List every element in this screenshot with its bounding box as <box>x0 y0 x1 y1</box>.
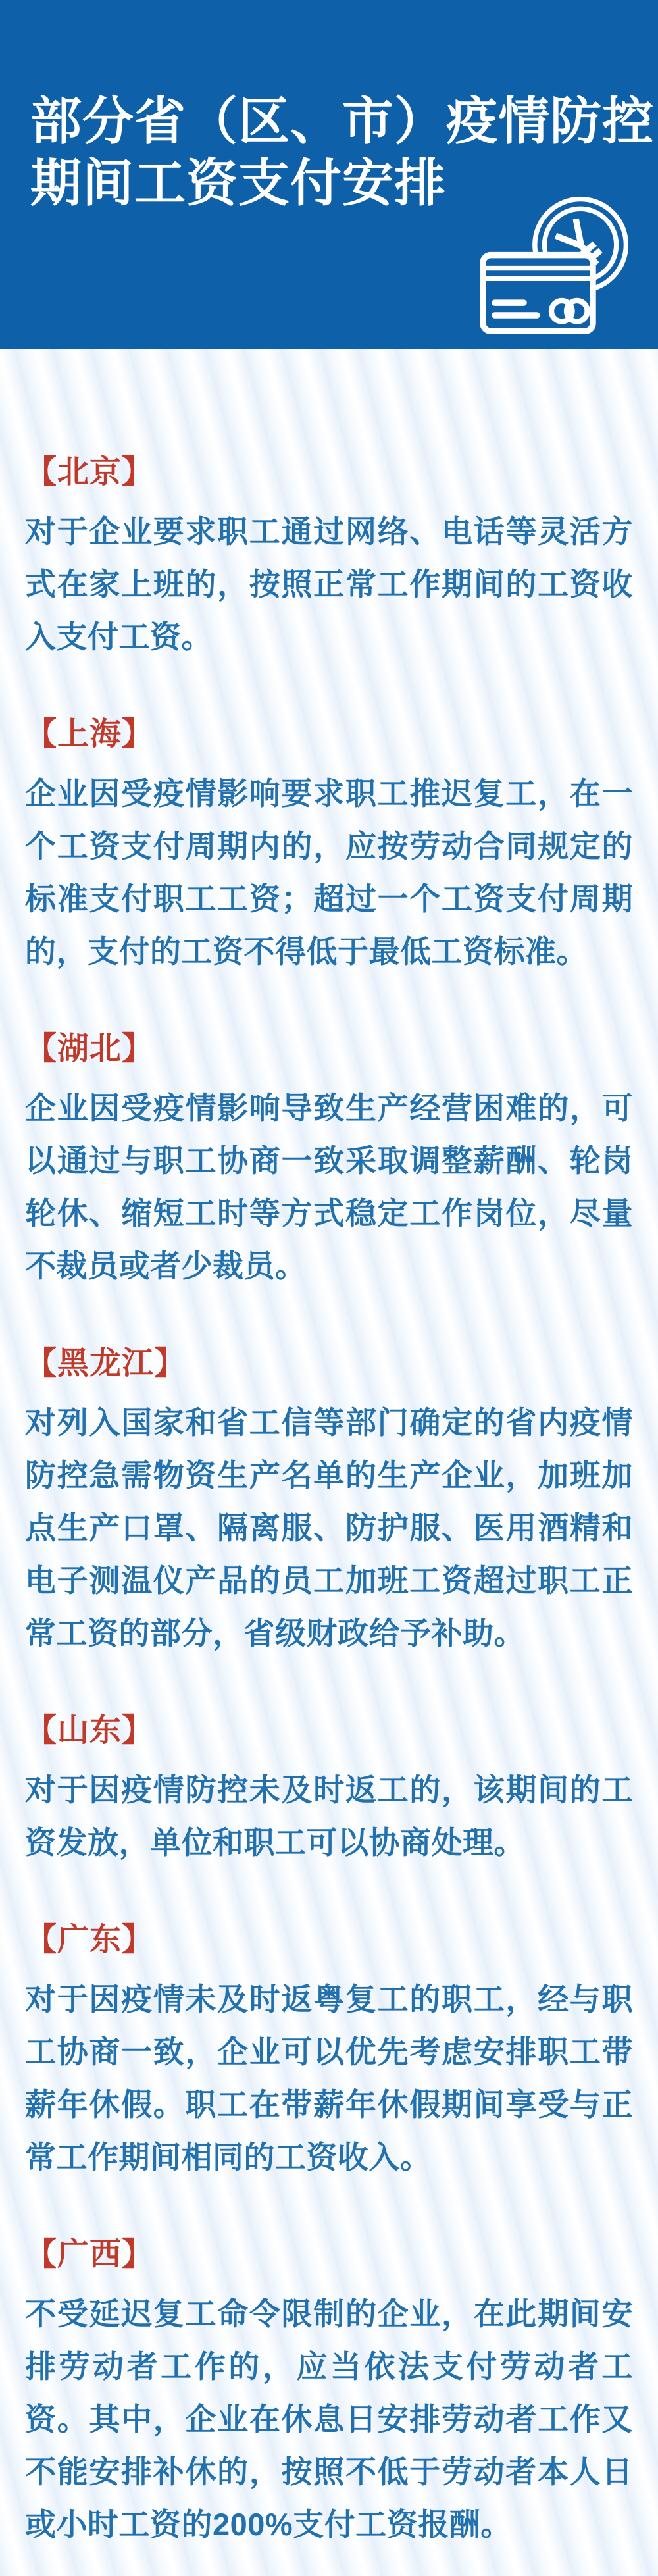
policy-text-guangxi: 不受延迟复工命令限制的企业，在此期间安排劳动者工作的，应当依法支付劳动者工资。其中，企业在休息日安排劳动者工作又不能安排补休的，按照不低于劳动者本人日或小时工资的200%支付工资报酬。 <box>25 2296 633 2542</box>
page-title-line1: 部分省（区、市）疫情防控 <box>30 91 655 151</box>
section-heilongjiang <box>25 1344 633 1660</box>
policy-text-shandong: 对于因疫情防控未及时返工的，该期间的工资发放，单位和职工可以协商处理。 <box>25 1772 633 1860</box>
policy-text-hubei: 企业因受疫情影响导致生产经营困难的，可以通过与职工协商一致采取调整薪酬、轮岗轮休、缩短工时等方式稳定工作岗位，尽量不裁员或者少裁员。 <box>25 1091 633 1283</box>
region-label-heilongjiang: 【黑龙江】 <box>25 1346 187 1381</box>
section-guangxi <box>25 2235 633 2551</box>
region-label-beijing: 【北京】 <box>25 455 155 490</box>
content-area <box>0 349 658 2551</box>
region-label-shanghai: 【上海】 <box>25 717 155 752</box>
section-shanghai <box>25 715 633 978</box>
section-beijing <box>25 453 633 663</box>
header-banner <box>0 0 658 349</box>
page-title-line2: 期间工资支付安排 <box>30 153 447 213</box>
policy-text-heilongjiang: 对列入国家和省工信等部门确定的省内疫情防控急需物资生产名单的生产企业，加班加点生产口罩、隔离服、防护服、医用酒精和电子测温仪产品的员工加班工资超过职工正常工资的部分，省级财政给予补助。 <box>25 1405 633 1651</box>
section-shandong <box>25 1711 633 1869</box>
section-hubei <box>25 1029 633 1293</box>
policy-text-shanghai: 企业因受疫情影响要求职工推迟复工，在一个工资支付周期内的，应按劳动合同规定的标准支付职工工资；超过一个工资支付周期的，支付的工资不得低于最低工资标准。 <box>25 776 633 969</box>
policy-text-beijing: 对于企业要求职工通过网络、电话等灵活方式在家上班的，按照正常工作期间的工资收入支付工资。 <box>25 514 633 654</box>
region-label-guangdong: 【广东】 <box>25 1922 155 1957</box>
coin-yuan-bank-card-icon <box>468 191 634 357</box>
section-guangdong <box>25 1920 633 2184</box>
policy-text-guangdong: 对于因疫情未及时返粤复工的职工，经与职工协商一致，企业可以优先考虑安排职工带薪年休假。职工在带薪年休假期间享受与正常工作期间相同的工资收入。 <box>25 1982 633 2175</box>
region-label-guangxi: 【广西】 <box>25 2237 155 2272</box>
region-label-hubei: 【湖北】 <box>25 1031 155 1066</box>
region-label-shandong: 【山东】 <box>25 1713 155 1748</box>
